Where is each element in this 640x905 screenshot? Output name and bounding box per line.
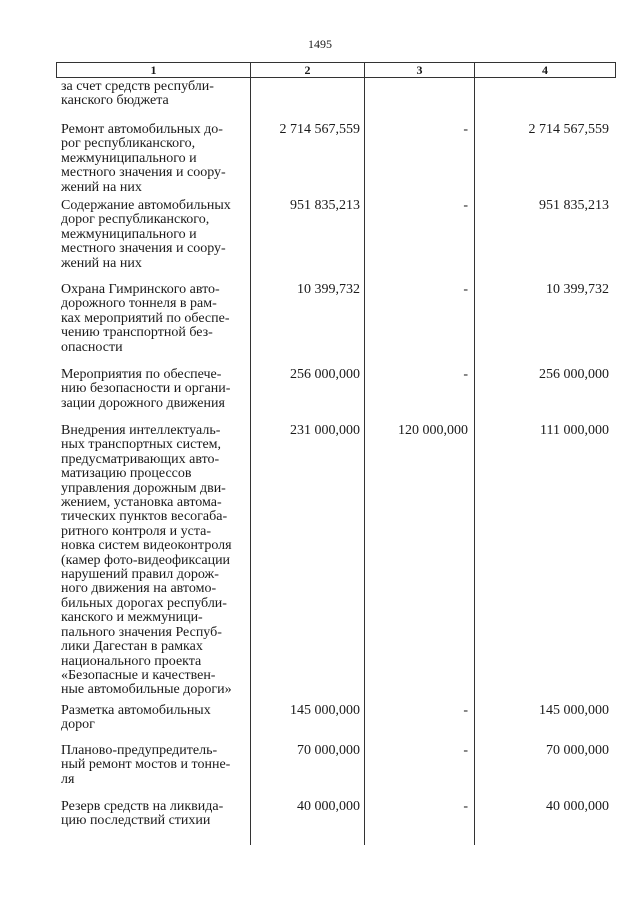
row-label: Охрана Гимринского авто- дорожного тоннеля в рам- ках мероприятий по обеспе- чению транспортной без- опасности <box>61 282 230 355</box>
row-value-col3: - <box>463 367 468 382</box>
row-value-col4: 70 000,000 <box>546 743 609 758</box>
column-divider-1 <box>250 62 251 845</box>
row-label: Содержание автомобильных дорог республиканского, межмуниципального и местного значения и соору- жений на них <box>61 198 231 271</box>
row-value-col3: - <box>463 198 468 213</box>
row-value-col2: 40 000,000 <box>297 799 360 814</box>
header-col-2: 2 <box>304 63 311 77</box>
row-label: Резерв средств на ликвида- цию последствий стихии <box>61 799 224 829</box>
row-label: Ремонт автомобильных до- рог республиканского, межмуниципального и местного значения и соору- жений на них <box>61 122 226 195</box>
column-divider-2 <box>364 62 365 845</box>
row-value-col3: - <box>463 282 468 297</box>
row-value-col4: 951 835,213 <box>539 198 609 213</box>
row-value-col3: 120 000,000 <box>398 423 468 438</box>
column-divider-3 <box>474 62 475 845</box>
row-value-col3: - <box>463 799 468 814</box>
row-value-col2: 145 000,000 <box>290 703 360 718</box>
row-label: за счет средств республи- канского бюджета <box>61 79 214 109</box>
row-label: Мероприятия по обеспече- нию безопасности и органи- зации дорожного движения <box>61 367 231 411</box>
row-label: Внедрения интеллектуаль- ных транспортных систем, предусматривающих авто- матизацию процессов управления дорожным дви- жением, установка автома- тических пунктов весогаба- ритного контроля и уста- новка систем видеоконтроля (камер фото-видеофиксации нарушений правил дорож- ного движения на автомо- бильных дорогах республи- канского и межмуници- пального значения Респуб- лики Дагестан в рамках национального проекта «Безопасные и качествен- ные автомобильные дороги» <box>61 423 232 698</box>
row-value-col3: - <box>463 743 468 758</box>
header-col-4: 4 <box>542 63 548 77</box>
table-right-border <box>615 62 616 78</box>
row-value-col4: 145 000,000 <box>539 703 609 718</box>
row-value-col2: 256 000,000 <box>290 367 360 382</box>
row-value-col2: 10 399,732 <box>297 282 360 297</box>
row-value-col3: - <box>463 122 468 137</box>
page-number: 1495 <box>308 37 332 51</box>
row-value-col3: - <box>463 703 468 718</box>
header-col-1: 1 <box>150 63 157 77</box>
row-value-col2: 231 000,000 <box>290 423 360 438</box>
row-value-col4: 10 399,732 <box>546 282 609 297</box>
row-value-col4: 40 000,000 <box>546 799 609 814</box>
row-label: Планово-предупредитель- ный ремонт мостов и тонне- ля <box>61 743 231 787</box>
row-value-col4: 111 000,000 <box>540 423 609 438</box>
row-value-col2: 70 000,000 <box>297 743 360 758</box>
header-col-3: 3 <box>416 63 423 77</box>
row-value-col4: 256 000,000 <box>539 367 609 382</box>
row-value-col4: 2 714 567,559 <box>528 122 609 137</box>
row-value-col2: 2 714 567,559 <box>279 122 360 137</box>
row-value-col2: 951 835,213 <box>290 198 360 213</box>
row-label: Разметка автомобильных дорог <box>61 703 211 733</box>
